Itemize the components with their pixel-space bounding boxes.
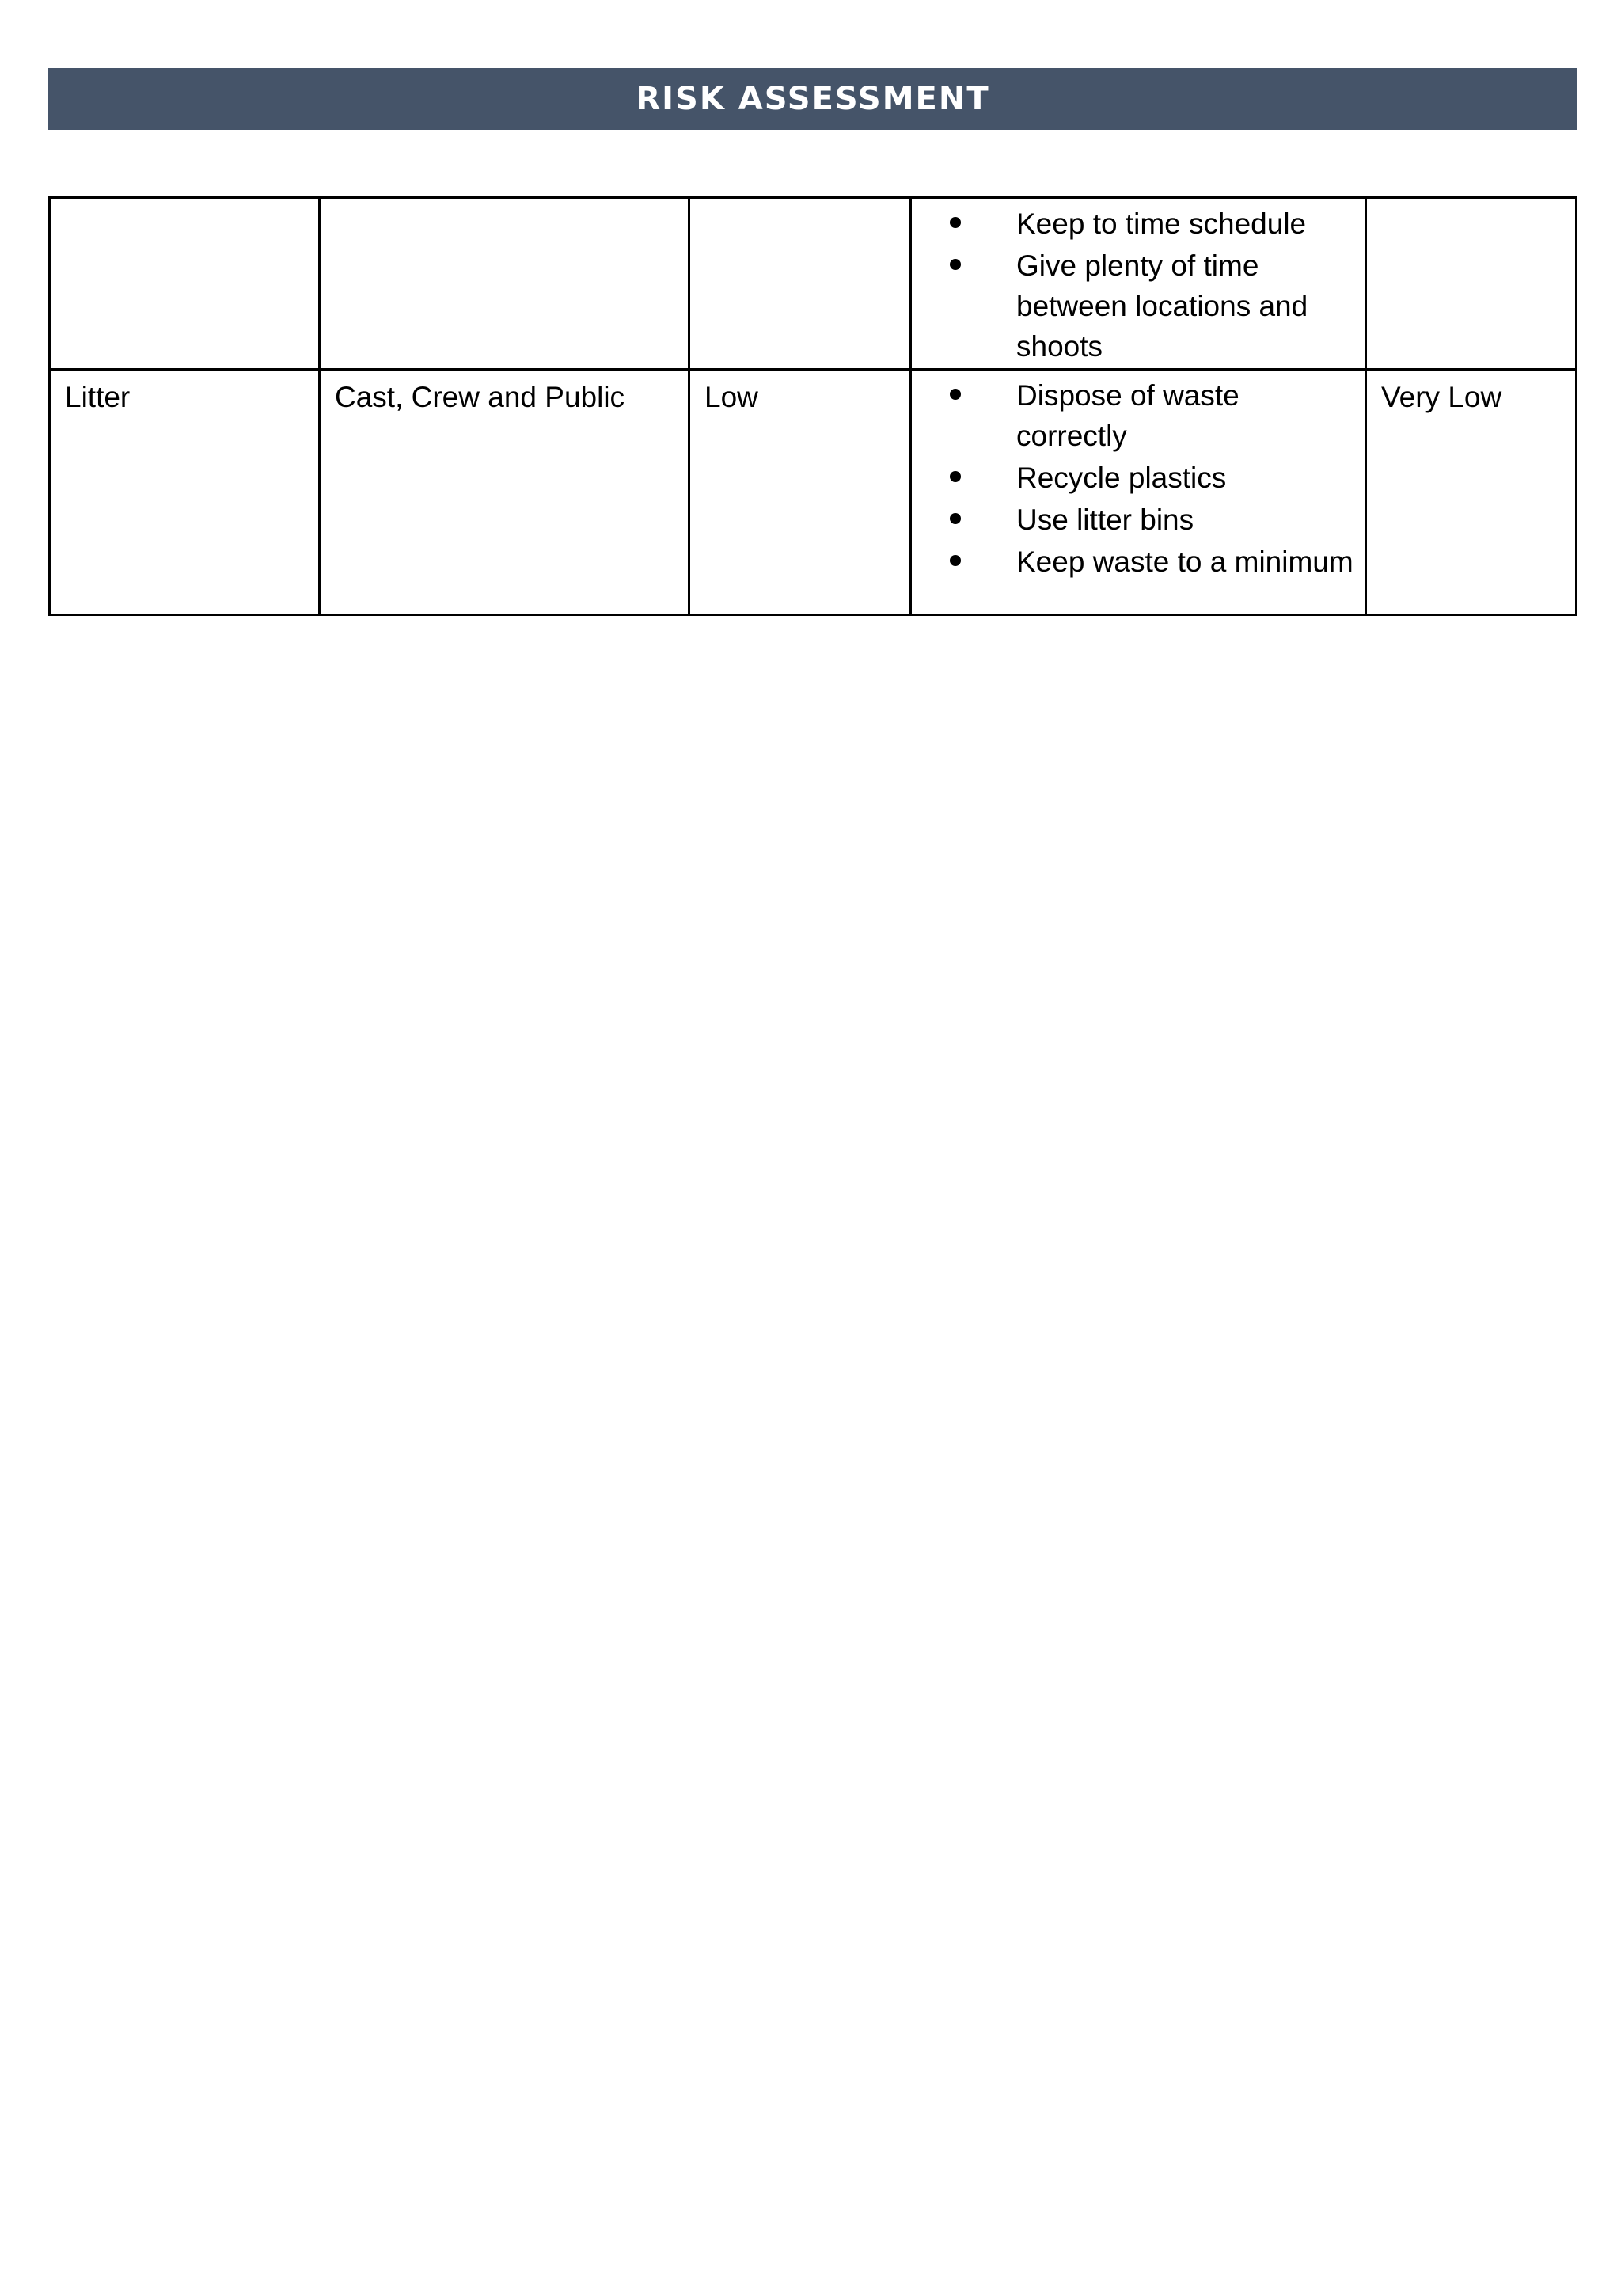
residual-risk-cell: [1366, 198, 1577, 370]
measure-text: Recycle plastics: [1016, 462, 1227, 494]
list-item: [950, 245, 1357, 367]
control-measures-cell: [911, 198, 1366, 370]
who-at-risk-cell: [320, 198, 689, 370]
bullet-icon: [950, 555, 961, 566]
hazard-cell: [50, 198, 320, 370]
measure-text: Give plenty of time between locations and shoots: [1016, 249, 1308, 363]
control-measures-cell: [911, 370, 1366, 615]
control-measures-list: [950, 375, 1357, 582]
bullet-icon: [950, 471, 961, 482]
list-item: [950, 500, 1357, 540]
measure-text: Use litter bins: [1016, 504, 1194, 536]
list-item: [950, 542, 1357, 582]
control-measures-list: [950, 203, 1357, 367]
measure-text: Keep waste to a minimum: [1016, 545, 1353, 578]
bullet-icon: [950, 217, 961, 228]
risk-level-cell: Low: [689, 370, 911, 615]
bullet-icon: [950, 513, 961, 524]
list-item: [950, 203, 1357, 244]
bullet-icon: [950, 389, 961, 400]
measure-text: Dispose of waste correctly: [1016, 379, 1239, 452]
table-row: [50, 370, 1577, 615]
bullet-icon: [950, 259, 961, 270]
measure-text: Keep to time schedule: [1016, 207, 1307, 240]
risk-level-cell: [689, 198, 911, 370]
residual-risk-cell: Very Low: [1366, 370, 1577, 615]
list-item: [950, 458, 1357, 498]
risk-assessment-table: [48, 196, 1577, 616]
hazard-cell: Litter: [50, 370, 320, 615]
who-at-risk-cell: Cast, Crew and Public: [320, 370, 689, 615]
list-item: [950, 375, 1357, 456]
table-row: [50, 198, 1577, 370]
title-banner: [48, 68, 1577, 130]
page-title: RISK ASSESSMENT: [636, 81, 990, 117]
